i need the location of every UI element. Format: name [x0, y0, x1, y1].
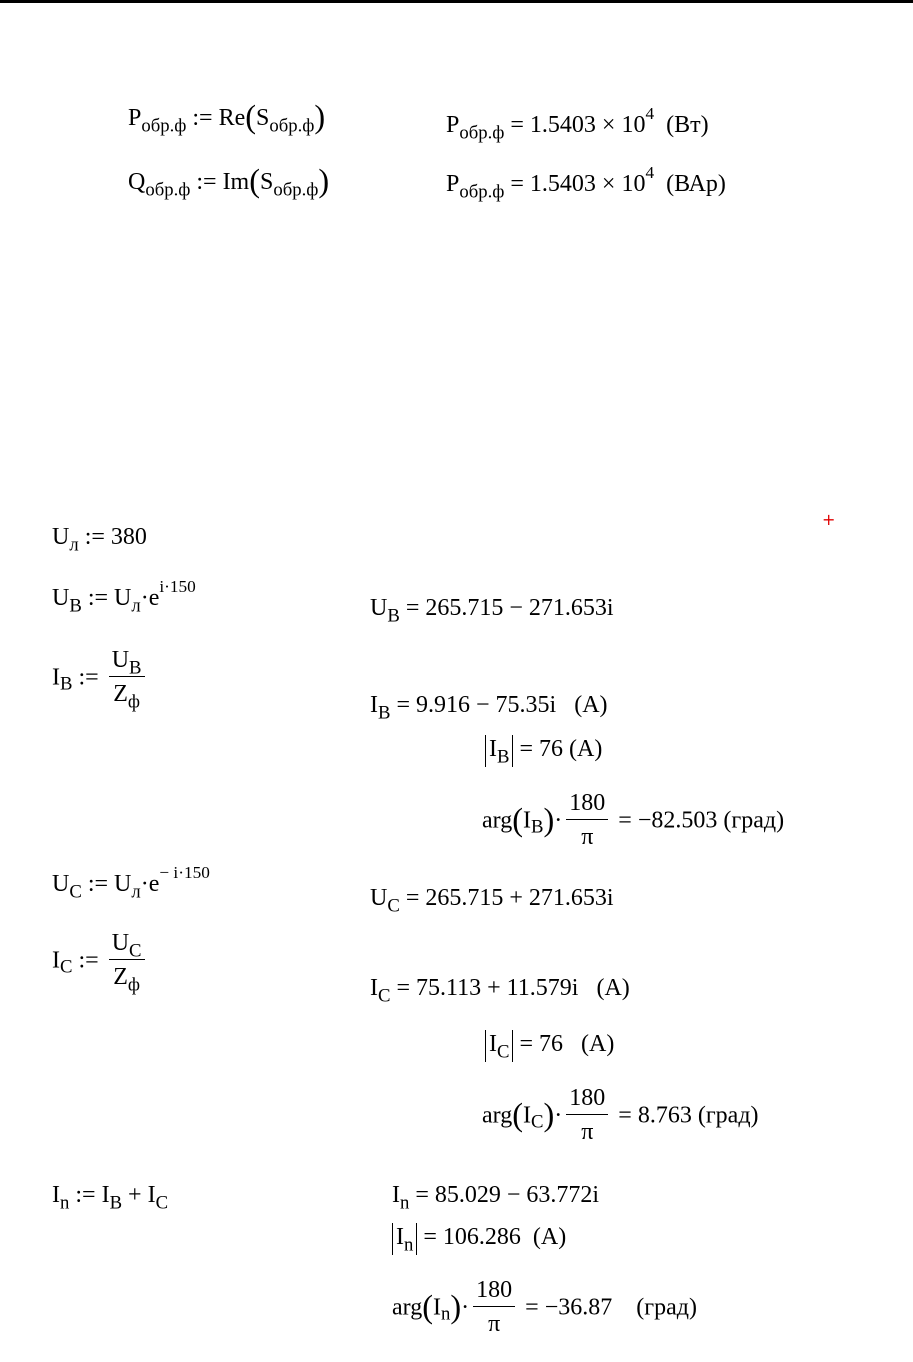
- ic-result[interactable]: $I_C = 75.113 + 11.579i$ (A): [370, 975, 630, 1007]
- ib-magnitude[interactable]: $I_B = 76$ (A): [485, 735, 602, 767]
- ic-definition[interactable]: $I_C$ := $\frac{U_C}{Z_ф}$: [52, 930, 149, 991]
- uc-result[interactable]: $U_C = 265.715 + 271.653i$: [370, 885, 614, 917]
- ib-fraction: $\frac{U_B}{Z_ф}$: [109, 647, 145, 708]
- p-obr-definition[interactable]: $P_{обр.ф}$ := $Re(S_{обр.ф})$: [128, 99, 326, 137]
- ib-definition[interactable]: $I_B$ := $\frac{U_B}{Z_ф}$: [52, 647, 149, 708]
- p-obr-result[interactable]: $P_{обр.ф} = 1.5403 \times 10^4$ (Вт): [446, 104, 709, 144]
- ul-definition[interactable]: $U_л$ := 380: [52, 524, 147, 556]
- top-border: [0, 0, 913, 3]
- q-obr-definition[interactable]: $Q_{обр.ф}$ := $Im(S_{обр.ф})$: [128, 163, 330, 201]
- ic-fraction: $\frac{U_C}{Z_ф}$: [109, 930, 145, 991]
- ib-angle[interactable]: $arg(I_B)\cdot$ $\frac{180}{\pi}$ = −82.503 (град): [482, 790, 785, 851]
- ic-angle[interactable]: $arg(I_C)\cdot$ $\frac{180}{\pi}$ = 8.763 (град): [482, 1085, 759, 1146]
- in-magnitude[interactable]: $I_n = 106.286$ (A): [392, 1223, 566, 1255]
- in-result[interactable]: $I_n = 85.029 - 63.772i$: [392, 1182, 600, 1214]
- in-definition[interactable]: $I_n$ := $I_B + I_C$: [52, 1182, 169, 1214]
- in-angle[interactable]: $arg(I_n)\cdot$ $\frac{180}{\pi}$ = −36.87 (град): [392, 1277, 697, 1338]
- ub-definition[interactable]: $U_B$ := $U_л\cdot e^{i\cdot 150}$: [52, 577, 196, 617]
- uc-definition[interactable]: $U_C$ := $U_л\cdot e^{- i\cdot 150}$: [52, 863, 210, 903]
- crosshair-cursor-icon: +: [822, 510, 836, 529]
- ic-magnitude[interactable]: $I_C = 76$ (A): [485, 1030, 614, 1062]
- ib-result[interactable]: $I_B = 9.916 - 75.35i$ (A): [370, 692, 608, 724]
- ub-result[interactable]: $U_B = 265.715 - 271.653i$: [370, 595, 614, 627]
- q-obr-result[interactable]: $P_{обр.ф} = 1.5403 \times 10^4$ (ВАр): [446, 163, 726, 203]
